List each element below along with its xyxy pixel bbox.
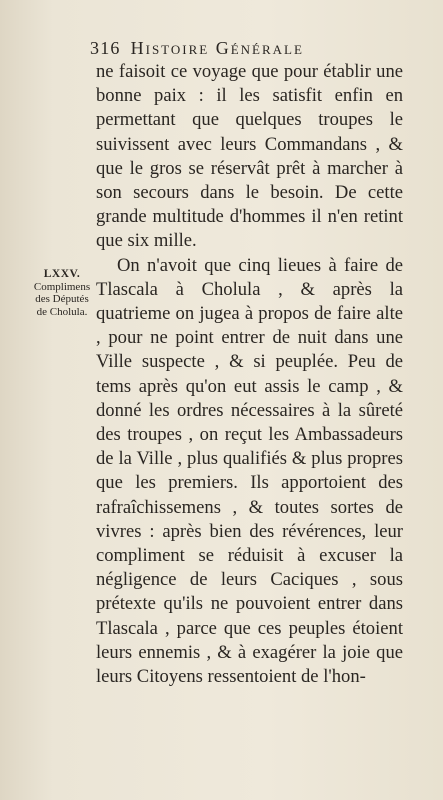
paragraph: ne faisoit ce voyage que pour établir une bonne paix : il les satisfit enfin en permettant que quelques troupes le suivissent avec leurs Commandans , & que le gros se réservât prêt à marcher à son secours dans le besoin. De cette grande multitude d'hommes il n'en retint que six mille. bbox=[96, 61, 403, 252]
page-number: 316 bbox=[90, 38, 121, 58]
marginal-note-line: Complimens bbox=[33, 280, 91, 293]
paragraph: On n'avoit que cinq lieues à faire de Tlascala à Cholula , & après la quatrieme on jugea à propos de faire alte , pour ne point entrer de nuit dans une Ville suspecte , & si peuplée. Peu de tems après qu'on eut assis le camp , & donné les ordres nécessaires à la sûreté des troupes , on reçut les Ambassadeurs de la Ville , plus qualifiés & plus propres que les premiers. Ils apportoient des rafraîchissemens , & toutes sortes de vivres : après bien des révérences, leur compliment se réduisit à excuser la négligence de leurs Caciques , sous prétexte qu'ils ne pouvoient entrer dans Tlascala , parce que ces peuples étoient leurs ennemis , & à exagérer la joie que leurs Citoyens ressentoient de l'hon- bbox=[96, 254, 403, 688]
running-title: Histoire Générale bbox=[130, 38, 304, 58]
marginal-note bbox=[28, 268, 96, 318]
body-text bbox=[96, 60, 403, 689]
marginal-note-line: des Députés bbox=[35, 293, 89, 305]
running-header bbox=[90, 38, 420, 59]
marginal-note-line: de Cholula. bbox=[36, 305, 88, 318]
marginal-note-number: LXXV. bbox=[43, 268, 81, 280]
